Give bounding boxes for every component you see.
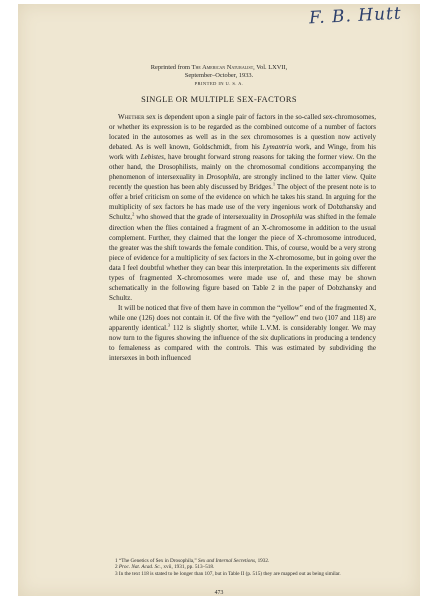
text-run: 112 is slightly shorter, while L.V.M. is considerably longer. We may now turn to the figures showing the influence of the six duplications in producing a tendency to femaleness as compared with the controls. This was estimated by subdividing the intersexes in both influenced [109, 323, 376, 363]
footnote-citation: Sex and Internal Secretions [197, 558, 255, 564]
page-number: 473 [214, 590, 224, 596]
text-run: sex is dependent upon a single pair of factors in the so-called sex-chromosomes, or whether its expression is to be regarded as the combined outcome of a number of factors located in the autosomes as well as in the sex chromosomes is a question now actively debated. As is well known, Goldschmidt, from his [109, 113, 376, 152]
paragraph-1 [109, 112, 376, 303]
journal-name: The American Naturalist [191, 64, 254, 71]
text-run: It will be noticed that five of them have in common the “yellow” end of the fragmented X, while one (126) does not contain it. Of the five with the “yellow” end two (107 and 118) are apparently identical. [109, 303, 376, 332]
footnotes [109, 558, 376, 577]
text-run: , have brought forward strong reasons for taking the former view. On the other hand, the Drosophilists, mainly on the chromosomal conditions accompanying the phenomenon of intersexuality in [109, 153, 376, 182]
text-run: Lebistes [140, 153, 164, 162]
footnote-citation: Proc. Nat. Acad. Sc. [118, 564, 161, 571]
text-run: work, and Winge, from his work with [109, 143, 376, 162]
text-run: Drosophila [206, 173, 239, 182]
reprint-line-2: September–October, 1933. [184, 72, 254, 79]
text-run: Drosophila [270, 213, 303, 222]
handwritten-signature: F. B. Hutt [308, 3, 403, 29]
reprint-page [18, 4, 420, 596]
article-body [109, 112, 376, 363]
footnote-ref: 2 [132, 212, 135, 218]
text-run: Lymantria [262, 143, 293, 152]
footnote-text: 3 In the text 118 is stated to be longer than 107, but in Table II (p. 515) they are mapped out as being similar. [115, 570, 341, 577]
reprint-line-1 [18, 64, 420, 72]
reprint-notice [18, 64, 420, 88]
footnote-ref: 3 [167, 322, 171, 328]
footnote-text: 1 “The Genetics of Sex in Drosophila,” [115, 558, 198, 564]
text-run: who showed that the grade of intersexuality in [134, 213, 271, 222]
paragraph-2 [109, 303, 376, 363]
article-title: SINGLE OR MULTIPLE SEX-FACTORS [141, 95, 297, 104]
text-run: Whether [118, 113, 145, 121]
footnote-3 [109, 571, 376, 577]
footnote-text: 2 [115, 564, 119, 571]
reprint-prefix: Reprinted from [150, 64, 191, 71]
footnote-tail: , 1932. [254, 558, 270, 564]
footnote-tail: , xvii, 1931, pp. 513–518. [160, 564, 215, 571]
volume: , Vol. LXVII, [253, 64, 288, 71]
printed-in: PRINTED IN U. S. A. [194, 81, 244, 86]
text-run: , are strongly inclined to the latter view. Quite recently the question has been ably discussed by Bridges. [109, 173, 377, 192]
footnote-ref: 1 [272, 181, 276, 187]
text-run: was shifted in the female direction when the flies contained a fragment of an X-chromosome in addition to the usual complement. Further, they claimed that the longer the piece of X-chromosome introduced, the greater was the shift towards the female condition. This, of course, would be a very strong piece of evidence for a multiplicity of sex factors in the X-chromosome, but in going over the data I feel doubtful whether they can bear this interpretation. In the experiments six different types of fragmented X-chromosomes were made use of, and these may be shown schematically in the following figure based on Table 2 in the paper of Dobzhansky and Schultz. [109, 213, 377, 302]
text-run: The object of the present note is to offer a brief criticism on some of the evidence on which he takes his stand. In arguing for the multiplicity of sex factors he has made use of the very ingenious work of Dobzhansky and Schultz, [109, 183, 376, 222]
